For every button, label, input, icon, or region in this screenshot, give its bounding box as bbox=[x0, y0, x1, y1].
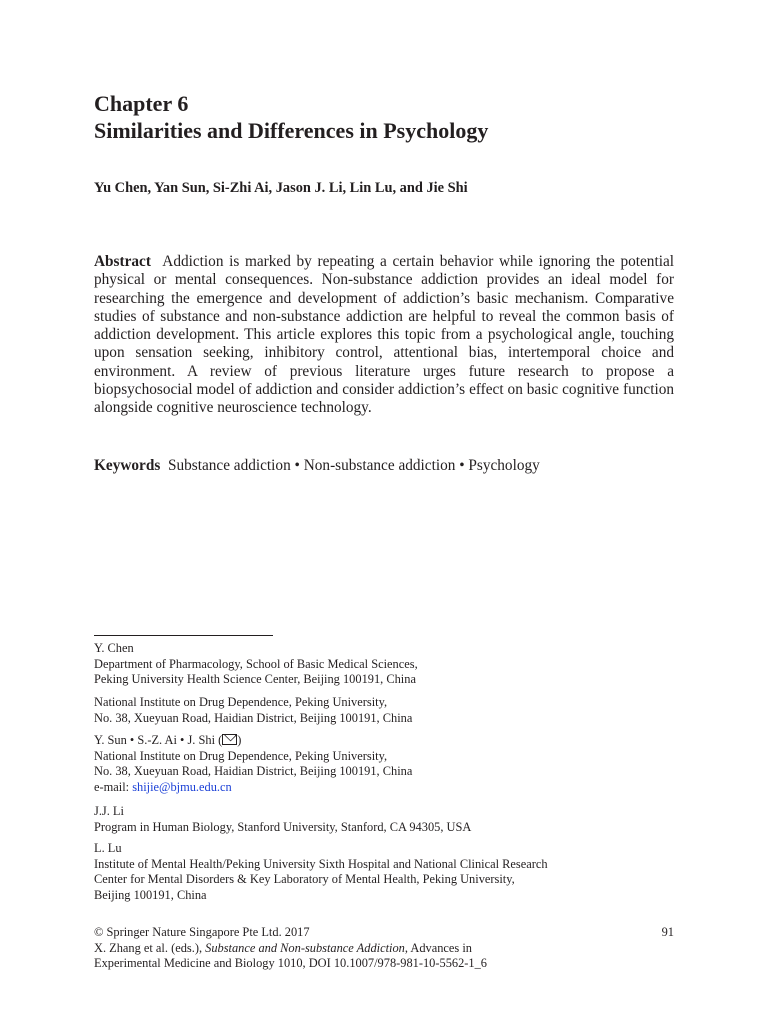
affiliation-chen bbox=[94, 641, 418, 688]
email-line bbox=[94, 780, 412, 796]
citation-line bbox=[94, 941, 674, 957]
email-link[interactable]: shijie@bjmu.edu.cn bbox=[132, 779, 232, 794]
affiliation-line: Center for Mental Disorders & Key Laboratory of Mental Health, Peking University, bbox=[94, 872, 515, 887]
page-number: 91 bbox=[661, 925, 674, 939]
chapter-title: Similarities and Differences in Psychology bbox=[94, 118, 489, 143]
affiliation-line: Program in Human Biology, Stanford University, Stanford, CA 94305, USA bbox=[94, 819, 472, 834]
affiliation-names-close: ) bbox=[237, 733, 242, 747]
affiliation-name: J.J. Li bbox=[94, 804, 124, 818]
publication-info bbox=[94, 925, 674, 972]
copyright: © Springer Nature Singapore Pte Ltd. 2017 bbox=[94, 925, 310, 939]
citation-suffix: , Advances in bbox=[404, 940, 472, 955]
affiliation-line: Department of Pharmacology, School of Basic Medical Sciences, bbox=[94, 656, 418, 671]
citation-prefix: X. Zhang et al. (eds.), bbox=[94, 940, 206, 955]
affiliation-line: No. 38, Xueyuan Road, Haidian District, Beijing 100191, China bbox=[94, 710, 413, 725]
citation-doi-line: Experimental Medicine and Biology 1010, DOI 10.1007/978-981-10-5562-1_6 bbox=[94, 956, 487, 971]
affiliation-name: Y. Chen bbox=[94, 641, 134, 655]
footnote-rule bbox=[94, 635, 273, 636]
affiliation-lu bbox=[94, 841, 548, 903]
abstract-label: Abstract bbox=[94, 253, 151, 270]
affiliation-line: No. 38, Xueyuan Road, Haidian District, Beijing 100191, China bbox=[94, 764, 413, 779]
keywords bbox=[94, 457, 540, 475]
abstract-text: Addiction is marked by repeating a certain behavior while ignoring the potential physical or mental consequences. Non-substance addiction provides an ideal model for researching the emergence and development of addiction’s basic mechanism. Comparative studies of substance and non-substance addiction are helpful to reveal the common basis of addiction development. This article explores this topic from a psychological angle, touching upon sensation seeking, inhibitory control, attentional bias, intertemporal choice and environment. A review of previous literature urges future research to propose a biopsychosocial model of addiction and consider addiction’s effect on basic cognitive function alongside cognitive neuroscience technology. bbox=[94, 253, 674, 417]
affiliation-line: Institute of Mental Health/Peking University Sixth Hospital and National Clinical Research bbox=[94, 856, 548, 871]
affiliation-line: National Institute on Drug Dependence, Peking University, bbox=[94, 748, 388, 763]
affiliation-line: Beijing 100191, China bbox=[94, 887, 207, 902]
affiliation-sun-ai-shi bbox=[94, 733, 412, 795]
chapter-label: Chapter 6 bbox=[94, 91, 189, 116]
affiliation-names-text: Y. Sun • S.-Z. Ai • J. Shi ( bbox=[94, 733, 223, 747]
email-label: e-mail: bbox=[94, 779, 133, 794]
affiliation-line: Peking University Health Science Center, Beijing 100191, China bbox=[94, 672, 416, 687]
affiliation-names bbox=[94, 733, 412, 749]
keywords-text: Substance addiction • Non-substance addiction • Psychology bbox=[167, 457, 540, 474]
citation-book-title: Substance and Non-substance Addiction bbox=[205, 940, 405, 955]
affiliation-line: National Institute on Drug Dependence, Peking University, bbox=[94, 695, 388, 709]
envelope-icon bbox=[222, 734, 237, 745]
keywords-label: Keywords bbox=[94, 457, 161, 474]
affiliation-li bbox=[94, 804, 471, 835]
abstract bbox=[94, 253, 674, 418]
affiliation-nidd bbox=[94, 695, 412, 726]
affiliation-name: L. Lu bbox=[94, 841, 122, 855]
author-list: Yu Chen, Yan Sun, Si-Zhi Ai, Jason J. Li, Lin Lu, and Jie Shi bbox=[94, 180, 468, 196]
